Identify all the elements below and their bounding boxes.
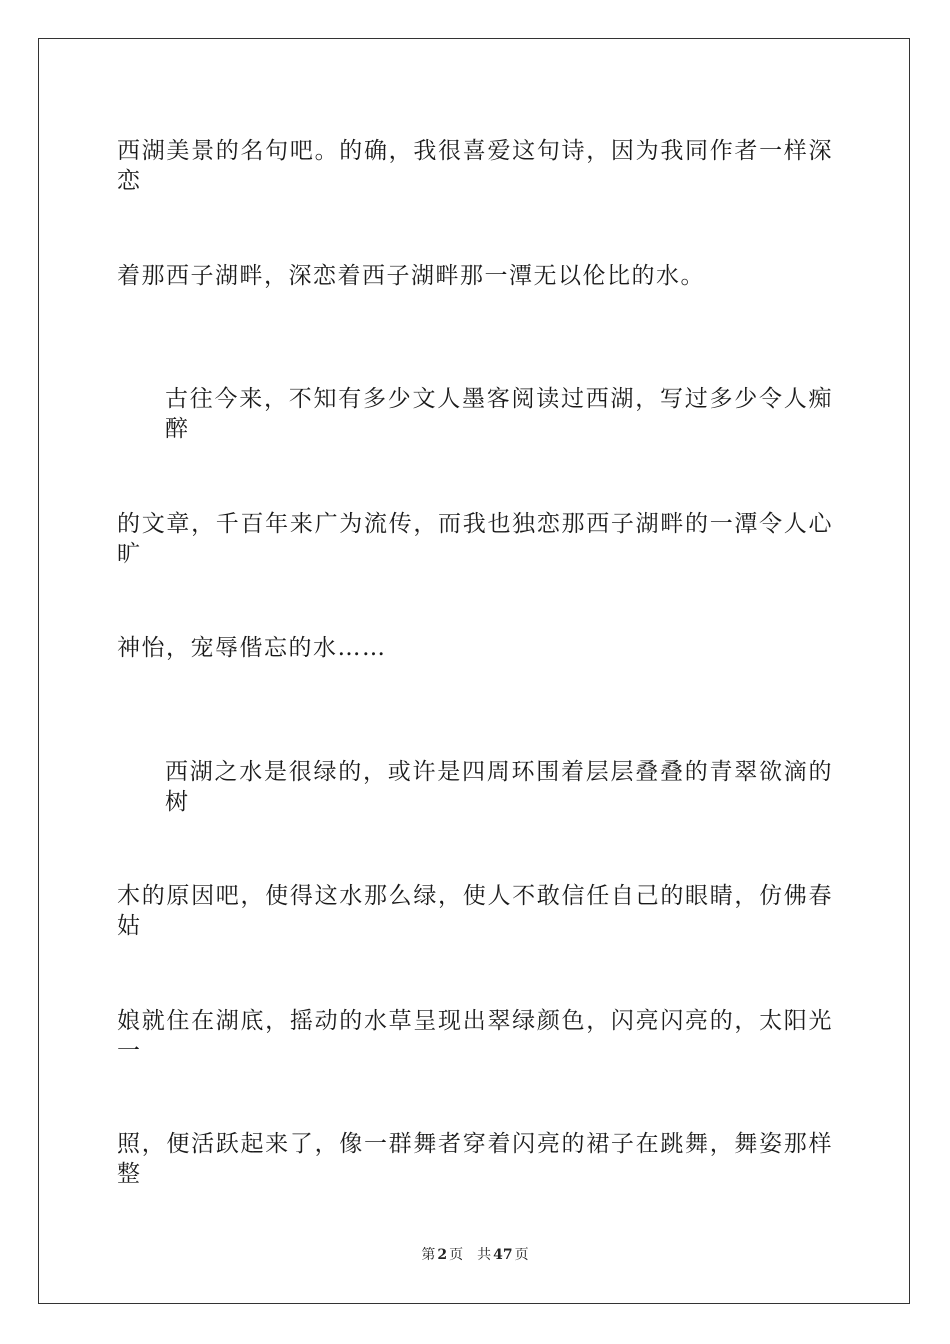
page-border <box>38 38 910 1304</box>
current-page-number: 2 <box>437 1247 448 1263</box>
page-prefix: 第 <box>421 1247 436 1263</box>
total-pages-number: 47 <box>493 1247 513 1263</box>
text-line-7: 木的原因吧，使得这水那么绿，使人不敢信任自己的眼睛，仿佛春姑 <box>117 883 833 939</box>
text-line-8: 娘就住在湖底，摇动的水草呈现出翠绿颜色，闪亮闪亮的，太阳光一 <box>117 1008 833 1064</box>
text-line-5: 神怡，宠辱偕忘的水…… <box>117 635 387 661</box>
page-suffix: 页 <box>449 1247 464 1263</box>
text-line-1: 西湖美景的名句吧。的确，我很喜爱这句诗，因为我同作者一样深恋 <box>117 138 833 194</box>
page-footer <box>0 1246 950 1264</box>
text-line-2: 着那西子湖畔，深恋着西子湖畔那一潭无以伦比的水。 <box>117 263 705 289</box>
text-line-3: 古往今来，不知有多少文人墨客阅读过西湖，写过多少令人痴醉 <box>165 386 833 442</box>
text-line-9: 照，便活跃起来了，像一群舞者穿着闪亮的裙子在跳舞，舞姿那样整 <box>117 1131 833 1187</box>
total-suffix: 页 <box>514 1247 529 1263</box>
text-line-6: 西湖之水是很绿的，或许是四周环围着层层叠叠的青翠欲滴的树 <box>165 759 833 815</box>
total-prefix: 共 <box>477 1247 492 1263</box>
text-line-4: 的文章，千百年来广为流传，而我也独恋那西子湖畔的一潭令人心旷 <box>117 511 833 567</box>
